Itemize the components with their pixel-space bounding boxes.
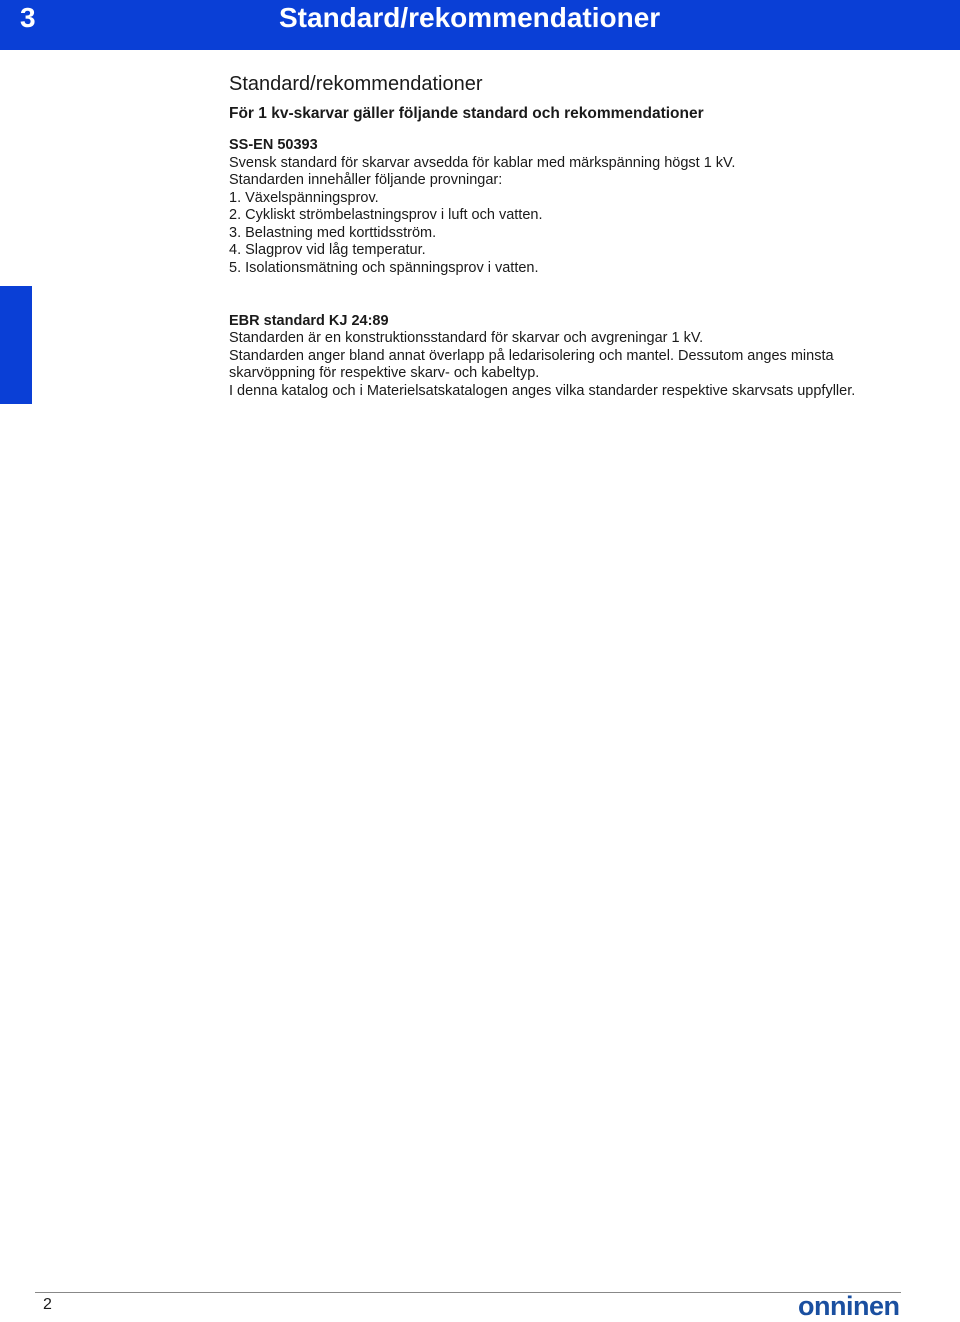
footer-divider <box>35 1292 901 1293</box>
standard-line: skarvöppning för respektive skarv- och kabeltyp. <box>229 365 540 382</box>
test-item-3: 3. Belastning med korttidsström. <box>229 224 437 241</box>
chapter-title: Standard/rekommendationer <box>279 2 661 33</box>
test-item-4: 4. Slagprov vid låg temperatur. <box>229 242 426 259</box>
chapter-side-tab <box>0 286 32 404</box>
standard-line: Standarden anger bland annat överlapp på ledarisolering och mantel. Dessutom anges minsta <box>229 347 834 364</box>
page-number: 2 <box>43 1296 52 1313</box>
main-content <box>229 72 929 401</box>
standard-ss-en-50393 <box>229 137 929 278</box>
page-title: Standard/rekommendationer <box>229 73 483 95</box>
chapter-header-bar <box>0 0 960 50</box>
standard-line: Svensk standard för skarvar avsedda för kablar med märkspänning högst 1 kV. <box>229 154 736 171</box>
test-item-2: 2. Cykliskt strömbelastningsprov i luft och vatten. <box>229 207 543 224</box>
standard-heading: EBR standard KJ 24:89 <box>229 312 389 329</box>
standard-line: I denna katalog och i Materielsatskatalogen anges vilka standarder respektive skarvsats uppfyller. <box>229 382 856 399</box>
standard-line: Standarden innehåller följande provningar: <box>229 172 503 189</box>
test-item-5: 5. Isolationsmätning och spänningsprov i vatten. <box>229 260 539 277</box>
chapter-number: 3 <box>20 2 36 33</box>
page-subtitle: För 1 kv-skarvar gäller följande standard och rekommendationer <box>229 105 704 122</box>
standard-ebr-kj-24-89 <box>229 313 929 401</box>
onninen-logo: onninen <box>798 1291 900 1321</box>
standard-heading: SS-EN 50393 <box>229 137 318 153</box>
test-item-1: 1. Växelspänningsprov. <box>229 189 379 206</box>
standard-line: Standarden är en konstruktionsstandard för skarvar och avgreningar 1 kV. <box>229 330 704 347</box>
